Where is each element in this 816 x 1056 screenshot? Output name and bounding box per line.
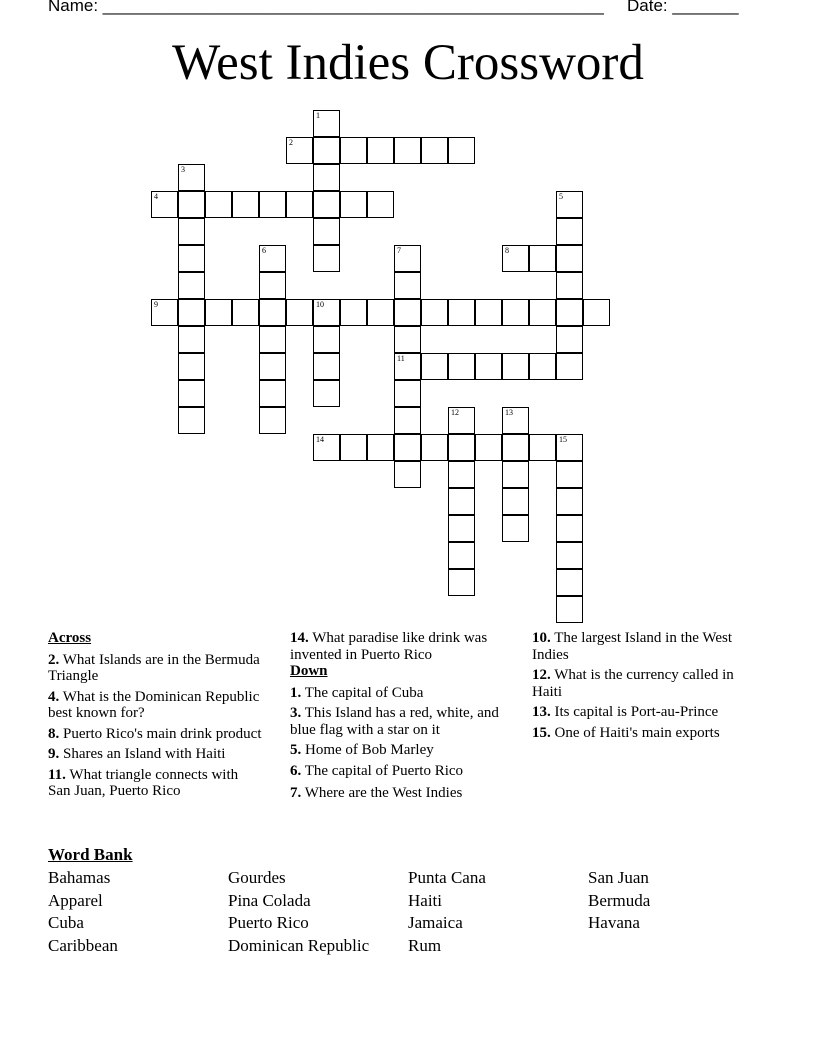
grid-clue-number: 9: [154, 300, 158, 309]
clue-down-1: 1. The capital of Cuba: [290, 684, 424, 701]
grid-cell[interactable]: [583, 299, 610, 326]
grid-cell[interactable]: [556, 272, 583, 299]
clue-across-2: 2. What Islands are in the Bermuda Triangle: [48, 651, 260, 684]
grid-cell[interactable]: [556, 569, 583, 596]
grid-cell[interactable]: [178, 299, 205, 326]
grid-cell[interactable]: [340, 434, 367, 461]
grid-cell[interactable]: [475, 299, 502, 326]
clue-down-3: 3. This Island has a red, white, and blue flag with a star on it: [290, 705, 499, 738]
grid-clue-number: 1: [316, 111, 320, 120]
word-bank-item: Caribbean: [48, 935, 118, 955]
grid-cell[interactable]: [259, 326, 286, 353]
grid-cell[interactable]: [475, 353, 502, 380]
grid-cell[interactable]: [313, 218, 340, 245]
clue-down-6: 6. The capital of Puerto Rico: [290, 762, 464, 779]
grid-cell[interactable]: [178, 407, 205, 434]
grid-cell[interactable]: [367, 191, 394, 218]
word-bank-item: San Juan: [588, 868, 649, 887]
grid-cell[interactable]: [556, 542, 583, 569]
grid-cell[interactable]: [421, 137, 448, 164]
grid-cell[interactable]: [367, 434, 394, 461]
word-bank-column-1: [48, 867, 118, 957]
grid-cell[interactable]: [421, 353, 448, 380]
grid-cell[interactable]: [556, 515, 583, 542]
grid-cell[interactable]: [178, 191, 205, 218]
word-bank-item: Cuba: [48, 913, 84, 932]
grid-cell[interactable]: [394, 380, 421, 407]
grid-cell[interactable]: [259, 191, 286, 218]
clue-down-15: 15. One of Haiti's main exports: [532, 724, 720, 741]
grid-cell[interactable]: [502, 353, 529, 380]
word-bank-column-4: [588, 867, 650, 935]
grid-cell[interactable]: [178, 380, 205, 407]
clues-column-2: [290, 630, 525, 806]
grid-cell[interactable]: [502, 488, 529, 515]
word-bank-item: Gourdes: [228, 868, 286, 887]
grid-clue-number: 13: [505, 408, 513, 417]
clue-down-5: 5. Home of Bob Marley: [290, 742, 434, 758]
grid-clue-number: 12: [451, 408, 459, 417]
grid-cell[interactable]: [313, 326, 340, 353]
grid-cell[interactable]: [313, 191, 340, 218]
grid-cell[interactable]: [448, 569, 475, 596]
grid-cell[interactable]: [421, 299, 448, 326]
grid-cell[interactable]: [313, 137, 340, 164]
grid-cell[interactable]: [367, 299, 394, 326]
grid-cell[interactable]: [259, 272, 286, 299]
word-bank-item: Haiti: [408, 890, 442, 910]
grid-cell[interactable]: [313, 245, 340, 272]
date-field-label: Date: _______: [627, 0, 739, 15]
grid-clue-number: 6: [262, 246, 266, 255]
grid-cell[interactable]: [178, 326, 205, 353]
grid-cell[interactable]: [340, 137, 367, 164]
grid-cell[interactable]: [556, 353, 583, 380]
grid-cell[interactable]: [394, 137, 421, 164]
word-bank-item: Apparel: [48, 890, 103, 910]
clue-down-12: 12. What is the currency called in Haiti: [532, 667, 734, 700]
grid-cell[interactable]: [367, 137, 394, 164]
grid-clue-number: 8: [505, 246, 509, 255]
grid-cell[interactable]: [313, 164, 340, 191]
grid-cell[interactable]: [448, 299, 475, 326]
clue-across-9: 9. Shares an Island with Haiti: [48, 746, 226, 762]
name-field-label: Name: _____________________________________________________: [48, 0, 604, 15]
clue-across-8: 8. Puerto Rico's main drink product: [48, 725, 262, 742]
clues-column-1: [48, 630, 263, 804]
grid-cell[interactable]: [259, 353, 286, 380]
grid-cell[interactable]: [421, 434, 448, 461]
grid-clue-number: 4: [154, 192, 158, 201]
grid-cell[interactable]: [394, 326, 421, 353]
grid-cell[interactable]: [313, 380, 340, 407]
grid-cell[interactable]: [556, 461, 583, 488]
grid-clue-number: 5: [559, 192, 563, 201]
clue-across-4: 4. What is the Dominican Republic best known for?: [48, 688, 260, 721]
grid-clue-number: 14: [316, 435, 324, 444]
grid-clue-number: 3: [181, 165, 185, 174]
word-bank-item: Havana: [588, 913, 640, 932]
word-bank-item: Punta Cana: [408, 868, 486, 887]
clue-down-13: 13. Its capital is Port-au-Prince: [532, 704, 719, 720]
grid-cell[interactable]: [556, 488, 583, 515]
grid-cell[interactable]: [475, 434, 502, 461]
grid-cell[interactable]: [232, 191, 259, 218]
grid-cell[interactable]: [394, 272, 421, 299]
grid-cell[interactable]: [448, 515, 475, 542]
grid-clue-number: 11: [397, 354, 405, 363]
page-title: West Indies Crossword: [172, 35, 644, 91]
grid-cell[interactable]: [394, 299, 421, 326]
grid-cell[interactable]: [556, 299, 583, 326]
grid-cell[interactable]: [178, 218, 205, 245]
word-bank-item: Bahamas: [48, 868, 111, 887]
grid-cell[interactable]: [502, 299, 529, 326]
word-bank-item: Rum: [408, 935, 442, 955]
grid-cell[interactable]: [394, 461, 421, 488]
grid-cell[interactable]: [448, 461, 475, 488]
grid-clue-number: 15: [559, 435, 567, 444]
grid-cell[interactable]: [286, 191, 313, 218]
across-heading: Across: [48, 630, 92, 646]
grid-cell[interactable]: [205, 191, 232, 218]
grid-cell[interactable]: [448, 542, 475, 569]
clue-across-11: 11. What triangle connects with San Juan, Puerto Rico: [48, 766, 239, 799]
grid-cell[interactable]: [556, 596, 583, 623]
grid-cell[interactable]: [448, 488, 475, 515]
grid-cell[interactable]: [529, 353, 556, 380]
grid-cell[interactable]: [394, 434, 421, 461]
word-bank-item: Bermuda: [588, 890, 651, 910]
word-bank-item: Dominican Republic: [228, 935, 370, 955]
grid-clue-number: 2: [289, 138, 293, 147]
grid-cell[interactable]: [556, 218, 583, 245]
grid-cell[interactable]: [232, 299, 259, 326]
grid-cell[interactable]: [502, 434, 529, 461]
grid-clue-number: 10: [316, 300, 324, 309]
word-bank-column-3: [408, 867, 486, 957]
grid-cell[interactable]: [178, 353, 205, 380]
clue-down-10: 10. The largest Island in the West Indies: [532, 630, 733, 663]
grid-cell[interactable]: [448, 353, 475, 380]
word-bank-item: Puerto Rico: [228, 913, 309, 932]
clue-across-14: 14. What paradise like drink was invented in Puerto Rico: [290, 630, 488, 663]
grid-cell[interactable]: [394, 407, 421, 434]
grid-cell[interactable]: [529, 434, 556, 461]
grid-cell[interactable]: [205, 299, 232, 326]
word-bank-item: Jamaica: [408, 913, 463, 932]
grid-cell[interactable]: [178, 245, 205, 272]
word-bank-title: Word Bank: [48, 845, 133, 864]
grid-cell[interactable]: [556, 245, 583, 272]
word-bank-column-2: [228, 867, 369, 957]
grid-cell[interactable]: [556, 326, 583, 353]
grid-cell[interactable]: [448, 434, 475, 461]
down-heading: Down: [290, 663, 328, 679]
grid-cell[interactable]: [340, 191, 367, 218]
grid-cell[interactable]: [178, 272, 205, 299]
grid-clue-number: 7: [397, 246, 401, 255]
grid-cell[interactable]: [286, 299, 313, 326]
grid-cell[interactable]: [529, 245, 556, 272]
grid-cell[interactable]: [259, 380, 286, 407]
word-bank-item: Pina Colada: [228, 890, 311, 910]
grid-cell[interactable]: [502, 515, 529, 542]
grid-cell[interactable]: [259, 407, 286, 434]
grid-cell[interactable]: [313, 353, 340, 380]
grid-cell[interactable]: [340, 299, 367, 326]
clues-column-3: [532, 630, 747, 745]
grid-cell[interactable]: [502, 461, 529, 488]
grid-cell[interactable]: [529, 299, 556, 326]
clue-down-7: 7. Where are the West Indies: [290, 785, 463, 801]
grid-cell[interactable]: [448, 137, 475, 164]
grid-cell[interactable]: [259, 299, 286, 326]
